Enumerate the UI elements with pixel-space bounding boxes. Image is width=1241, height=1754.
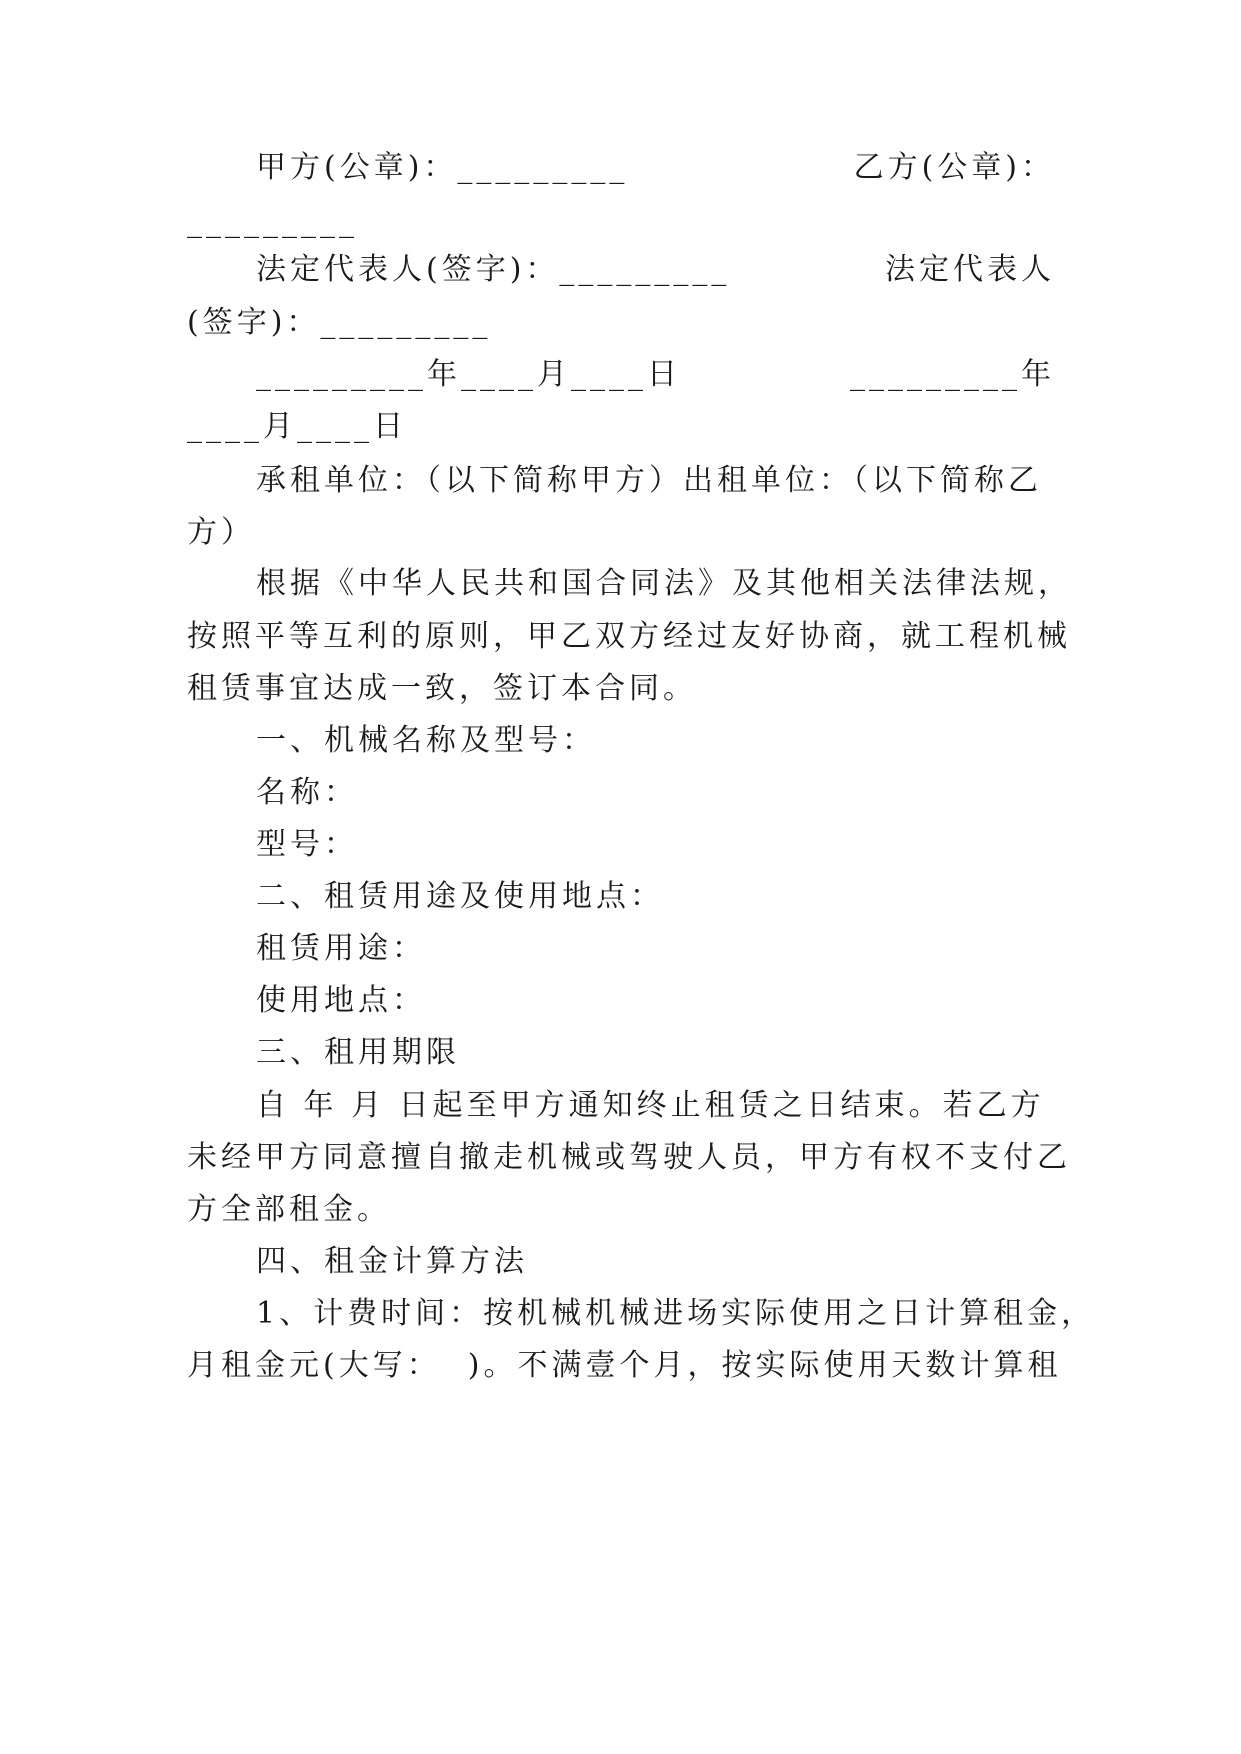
section-1-name: 名称： bbox=[256, 775, 358, 810]
section-3-line-3: 方全部租金。 bbox=[187, 1192, 391, 1227]
section-1-title: 一、机械名称及型号： bbox=[256, 723, 596, 758]
party-a-representative: 法定代表人(签字)：_________ bbox=[256, 252, 731, 287]
party-b-date-cont: ____月____日 bbox=[187, 409, 407, 444]
section-3-line-2: 未经甲方同意擅自撤走机械或驾驶人员，甲方有权不支付乙 bbox=[187, 1140, 1071, 1175]
section-3-title: 三、租用期限 bbox=[256, 1035, 460, 1070]
section-2-location: 使用地点： bbox=[256, 983, 426, 1018]
parties-line-2: 方） bbox=[187, 515, 255, 550]
intro-line-1: 根据《中华人民共和国合同法》及其他相关法律法规， bbox=[256, 566, 1072, 601]
party-b-seal: 乙方(公章)： bbox=[853, 150, 1055, 185]
section-4-line-1: 1、计费时间：按机械机械进场实际使用之日计算租金， bbox=[256, 1296, 1096, 1331]
party-b-date: _________年 bbox=[850, 357, 1055, 392]
party-b-seal-blank: _________ bbox=[187, 204, 358, 239]
section-2-title: 二、租赁用途及使用地点： bbox=[256, 879, 664, 914]
party-a-seal: 甲方(公章)：_________ bbox=[256, 150, 629, 185]
party-b-representative-signature: (签字)：_________ bbox=[187, 305, 492, 340]
party-a-date: _________年____月____日 bbox=[256, 357, 681, 392]
section-4-line-2: 月租金元(大写： )。不满壹个月，按实际使用天数计算租 bbox=[187, 1348, 1062, 1383]
section-3-line-1: 自 年 月 日起至甲方通知终止租赁之日结束。若乙方 bbox=[256, 1088, 1045, 1123]
section-2-purpose: 租赁用途： bbox=[256, 931, 426, 966]
section-4-title: 四、租金计算方法 bbox=[256, 1244, 528, 1279]
party-b-representative: 法定代表人 bbox=[885, 252, 1055, 287]
intro-line-3: 租赁事宜达成一致，签订本合同。 bbox=[187, 671, 697, 706]
parties-line-1: 承租单位：（以下简称甲方）出租单位：（以下简称乙 bbox=[256, 463, 1042, 498]
intro-line-2: 按照平等互利的原则，甲乙双方经过友好协商，就工程机械 bbox=[187, 619, 1071, 654]
section-1-model: 型号： bbox=[256, 827, 358, 862]
